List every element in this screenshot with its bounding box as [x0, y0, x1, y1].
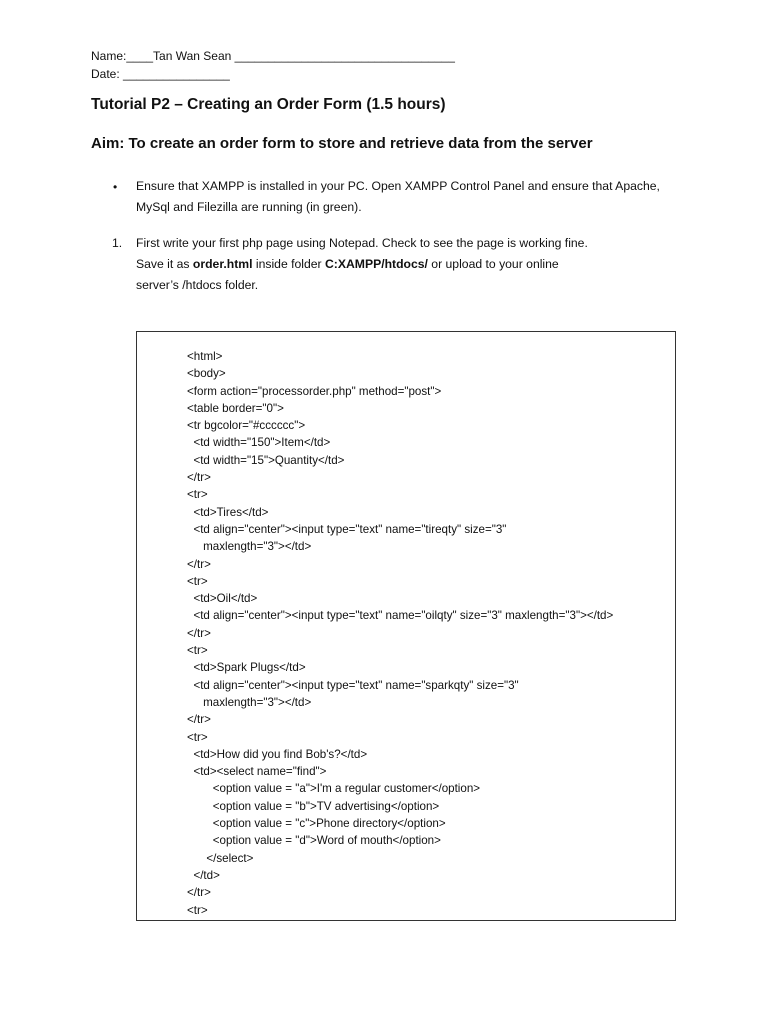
code-line: <tr bgcolor="#cccccc">	[187, 419, 306, 433]
code-line: </tr>	[187, 626, 211, 640]
code-line: <td>Tires</td>	[187, 505, 269, 519]
code-line: </td>	[187, 868, 220, 882]
code-line: <option value = "b">TV advertising</option>	[187, 799, 440, 813]
date-line: Date: ________________	[91, 67, 230, 81]
step-1-line-2-post: or upload to your online	[427, 257, 559, 271]
code-line: <option value = "a">I'm a regular customer</option>	[187, 782, 481, 796]
code-line: <td>How did you find Bob's?</td>	[187, 747, 368, 761]
step-1-line-1: First write your first php page using Notepad. Check to see the page is working fine.	[136, 236, 588, 250]
code-line: <td>Spark Plugs</td>	[187, 661, 306, 675]
code-line: <td align="center"><input type="text" name="sparkqty" size="3"	[187, 678, 519, 692]
code-line: <table border="0">	[187, 401, 284, 415]
code-line: </tr>	[187, 713, 211, 727]
bullet-marker: •	[113, 180, 118, 194]
step-number: 1.	[112, 236, 123, 250]
aim-heading: Aim: To create an order form to store and retrieve data from the server	[91, 135, 593, 152]
code-listing	[187, 348, 613, 919]
bullet-paragraph: Ensure that XAMPP is installed in your PC. Open XAMPP Control Panel and ensure that Apache, MySql and Filezilla are running (in green).	[136, 179, 660, 214]
code-line: </tr>	[187, 471, 211, 485]
step-1-line-2-mid: inside folder	[252, 257, 325, 271]
code-line: <td align="center"><input type="text" name="tireqty" size="3"	[187, 522, 507, 536]
step-1-paragraph	[136, 233, 688, 296]
code-line: maxlength="3"></td>	[187, 540, 312, 554]
code-line: </tr>	[187, 886, 211, 900]
code-line: <tr>	[187, 644, 208, 658]
code-line: </tr>	[187, 557, 211, 571]
code-line: <td align="center"><input type="text" name="oilqty" size="3" maxlength="3"></td>	[187, 609, 614, 623]
code-line: <td>Oil</td>	[187, 592, 258, 606]
code-line: <tr>	[187, 903, 208, 917]
folder-path: C:XAMPP/htdocs/	[325, 257, 428, 271]
code-line: <td><select name="find">	[187, 765, 327, 779]
code-line: </select>	[187, 851, 254, 865]
code-line: <form action="processorder.php" method="post">	[187, 384, 442, 398]
name-line: Name:____Tan Wan Sean _________________________________	[91, 49, 455, 63]
code-line: <option value = "d">Word of mouth</option>	[187, 834, 441, 848]
code-line: <tr>	[187, 730, 208, 744]
code-line: <td width="150">Item</td>	[187, 436, 331, 450]
code-line: <tr>	[187, 574, 208, 588]
step-1-line-3: server’s /htdocs folder.	[136, 278, 259, 292]
file-name: order.html	[192, 257, 253, 271]
code-line: <body>	[187, 367, 226, 381]
code-listing-box	[136, 331, 676, 921]
code-line: maxlength="3"></td>	[187, 695, 312, 709]
tutorial-title: Tutorial P2 – Creating an Order Form (1.5 hours)	[91, 96, 446, 113]
code-line: <td width="15">Quantity</td>	[187, 453, 345, 467]
code-line: <html>	[187, 350, 223, 363]
code-line: <tr>	[187, 488, 208, 502]
code-line: <option value = "c">Phone directory</option>	[187, 817, 446, 831]
step-1-line-2-pre: Save it as	[136, 257, 193, 271]
